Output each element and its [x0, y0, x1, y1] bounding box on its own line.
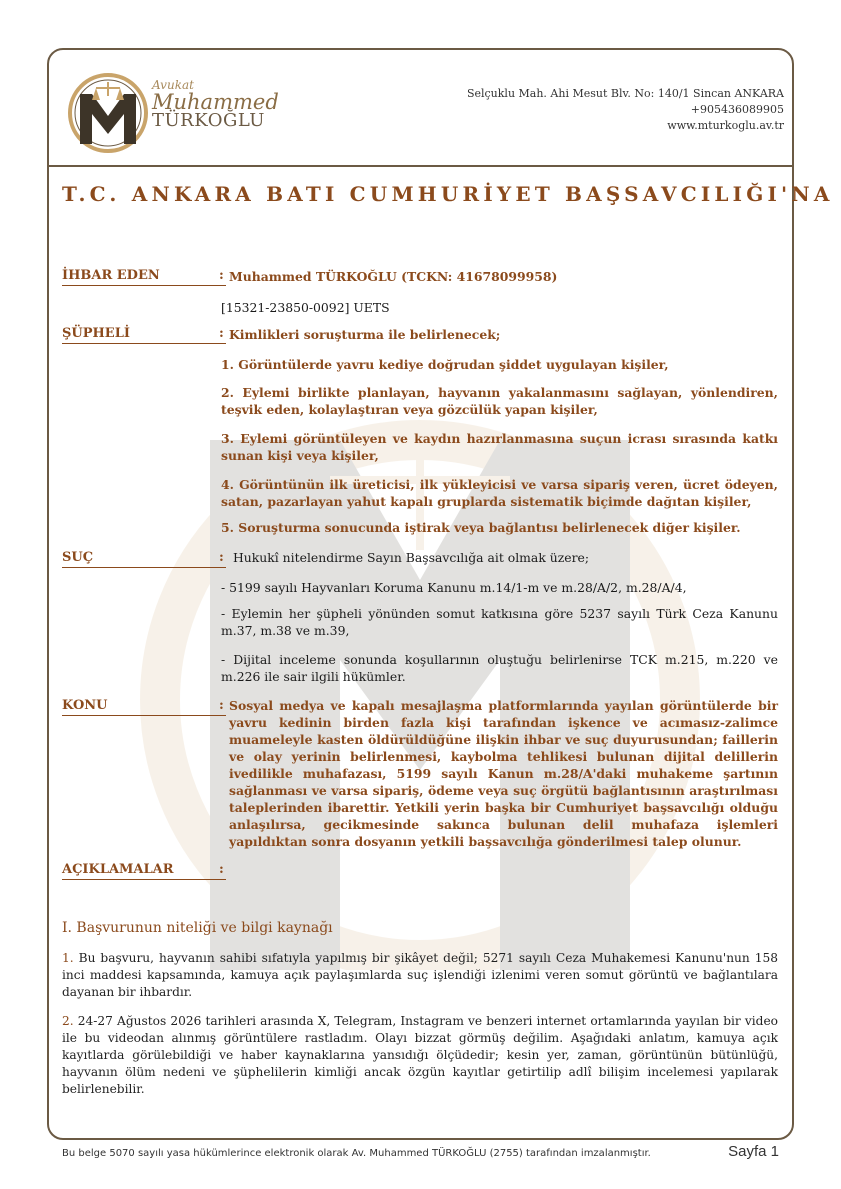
supheli-item: 4. Görüntünün ilk üreticisi, ilk yükleyicisi ve varsa sipariş veren, ücret ödeyen, satan, pazarlayan yahut kapalı gruplarda sistematik biçimde dağıtan kişiler,	[221, 477, 778, 509]
label-ihbar-eden: İHBAR EDEN	[62, 268, 226, 286]
suc-item: - 5199 sayılı Hayvanları Koruma Kanunu m.14/1-m ve m.28/A/2, m.28/A/4,	[221, 580, 687, 595]
konu-text: Sosyal medya ve kapalı mesajlaşma platformlarında yayılan görüntülerde bir yavru kedinin birden fazla kişi tarafından işkence ve acımasız-zalimce muameleyle kasten öldürüldüğüne ilişkin ihbar ve suç duyurusundan; faillerin ve olay yerinin belirlenmesi, kaybolma tehlikesi bulunan dijital delillerin ivedilikle muhafazası, 5199 sayılı Kanun m.28/A'daki muhakeme şartının sağlanması ve varsa sipariş, ödeme veya suç örgütü bağlantısının araştırılması taleplerinden ibarettir. Yetkili yerin başka bir Cumhuriyet başsavcılığı olduğu anlaşılırsa, gecikmesinde sakınca bulunan delil muhafaza işlemleri yapıldıktan sonra dosyanın yetkili başsavcılığa gönderilmesi talep olunur.	[229, 698, 778, 849]
paragraph-text: 24-27 Ağustos 2026 tarihleri arasında X, Telegram, Instagram ve benzeri internet ortamlarında yayılan bir video ile bu videodan alınmış görüntülere rastladım. Olayı bizzat görmüş değilim. Aşağıdaki anlatım, kamuya açık kayıtlarda görülebildiği ve haber kaynaklarına yansıdığı ölçüdedir; kesin yer, zaman, görüntünün bütünlüğü, hayvanın ölüm nedeni ve şüphelilerin kimliği ancak özgün kayıtlar getirtilip adlî bilişim incelemesi yapılarak belirlenebilir.	[62, 1014, 778, 1096]
supheli-item: 2. Eylemi birlikte planlayan, hayvanın yakalanmasını sağlayan, yönlendiren, teşvik eden, kolaylaştıran veya gözcülük yapan kişiler,	[221, 385, 778, 417]
document-title: T.C. ANKARA BATI CUMHURİYET BAŞSAVCILIĞI'NA	[62, 182, 834, 206]
phone: +905436089905	[690, 103, 784, 116]
paragraph-number: 2.	[62, 1014, 74, 1028]
paragraph-2	[62, 1013, 778, 1098]
colon: :	[219, 550, 224, 565]
value-uets: [15321-23850-0092] UETS	[221, 300, 390, 315]
contact-block	[467, 86, 784, 134]
suc-intro: Hukukî nitelendirme Sayın Başsavcılığa ait olmak üzere;	[233, 550, 590, 565]
paragraph-text: Bu başvuru, hayvanın sahibi sıfatıyla yapılmış bir şikâyet değil; 5271 sayılı Ceza Muhakemesi Kanunu'nun 158 inci maddesi kapsamında, kamuya açık paylaşımlarda suç işlendiği izlenimi veren somut görüntü ve bağlantılara dayanan bir ihbardır.	[62, 951, 778, 999]
colon: :	[219, 698, 224, 713]
colon: :	[219, 326, 224, 341]
header-divider	[47, 165, 794, 167]
logo-line-1: Avukat	[152, 78, 194, 92]
label-konu: KONU	[62, 698, 226, 716]
website: www.mturkoglu.av.tr	[667, 119, 784, 132]
suc-item: - Eylemin her şüpheli yönünden somut katkısına göre 5237 sayılı Türk Ceza Kanunu m.37, m.38 ve m.39,	[221, 606, 778, 638]
address: Selçuklu Mah. Ahi Mesut Blv. No: 140/1 Sincan ANKARA	[466, 87, 784, 100]
supheli-item: 3. Eylemi görüntüleyen ve kaydın hazırlanmasına suçun icrası sırasında katkı sunan kişi veya kişiler,	[221, 431, 778, 463]
label-supheli: ŞÜPHELİ	[62, 326, 226, 344]
paragraph-1	[62, 950, 778, 1001]
colon: :	[219, 268, 224, 283]
supheli-item: 1. Görüntülerde yavru kediye doğrudan şiddet uygulayan kişiler,	[221, 357, 669, 372]
law-firm-logo-icon	[66, 68, 150, 162]
value-ihbar-eden: Muhammed TÜRKOĞLU (TCKN: 41678099958)	[229, 269, 558, 284]
suc-item: - Dijital inceleme sonunda koşullarının oluştuğu belirlenirse TCK m.215, m.220 ve m.226 ile sair ilgili hükümler.	[221, 652, 778, 684]
page-number: Sayfa 1	[728, 1143, 779, 1160]
colon: :	[219, 862, 224, 877]
logo-line-2: Muhammed	[152, 90, 279, 114]
supheli-intro: Kimlikleri soruşturma ile belirlenecek;	[229, 327, 501, 342]
logo-line-3: TÜRKOĞLU	[152, 110, 265, 131]
label-suc: SUÇ	[62, 550, 226, 568]
section-heading: I. Başvurunun niteliği ve bilgi kaynağı	[62, 920, 333, 936]
label-aciklamalar: AÇIKLAMALAR	[62, 862, 226, 880]
signature-note: Bu belge 5070 sayılı yasa hükümlerince elektronik olarak Av. Muhammed TÜRKOĞLU (2755) tarafından imzalanmıştır.	[62, 1148, 651, 1159]
paragraph-number: 1.	[62, 951, 74, 965]
logo-wordmark	[152, 78, 279, 130]
supheli-item: 5. Soruşturma sonucunda iştirak veya bağlantısı belirlenecek diğer kişiler.	[221, 520, 741, 535]
